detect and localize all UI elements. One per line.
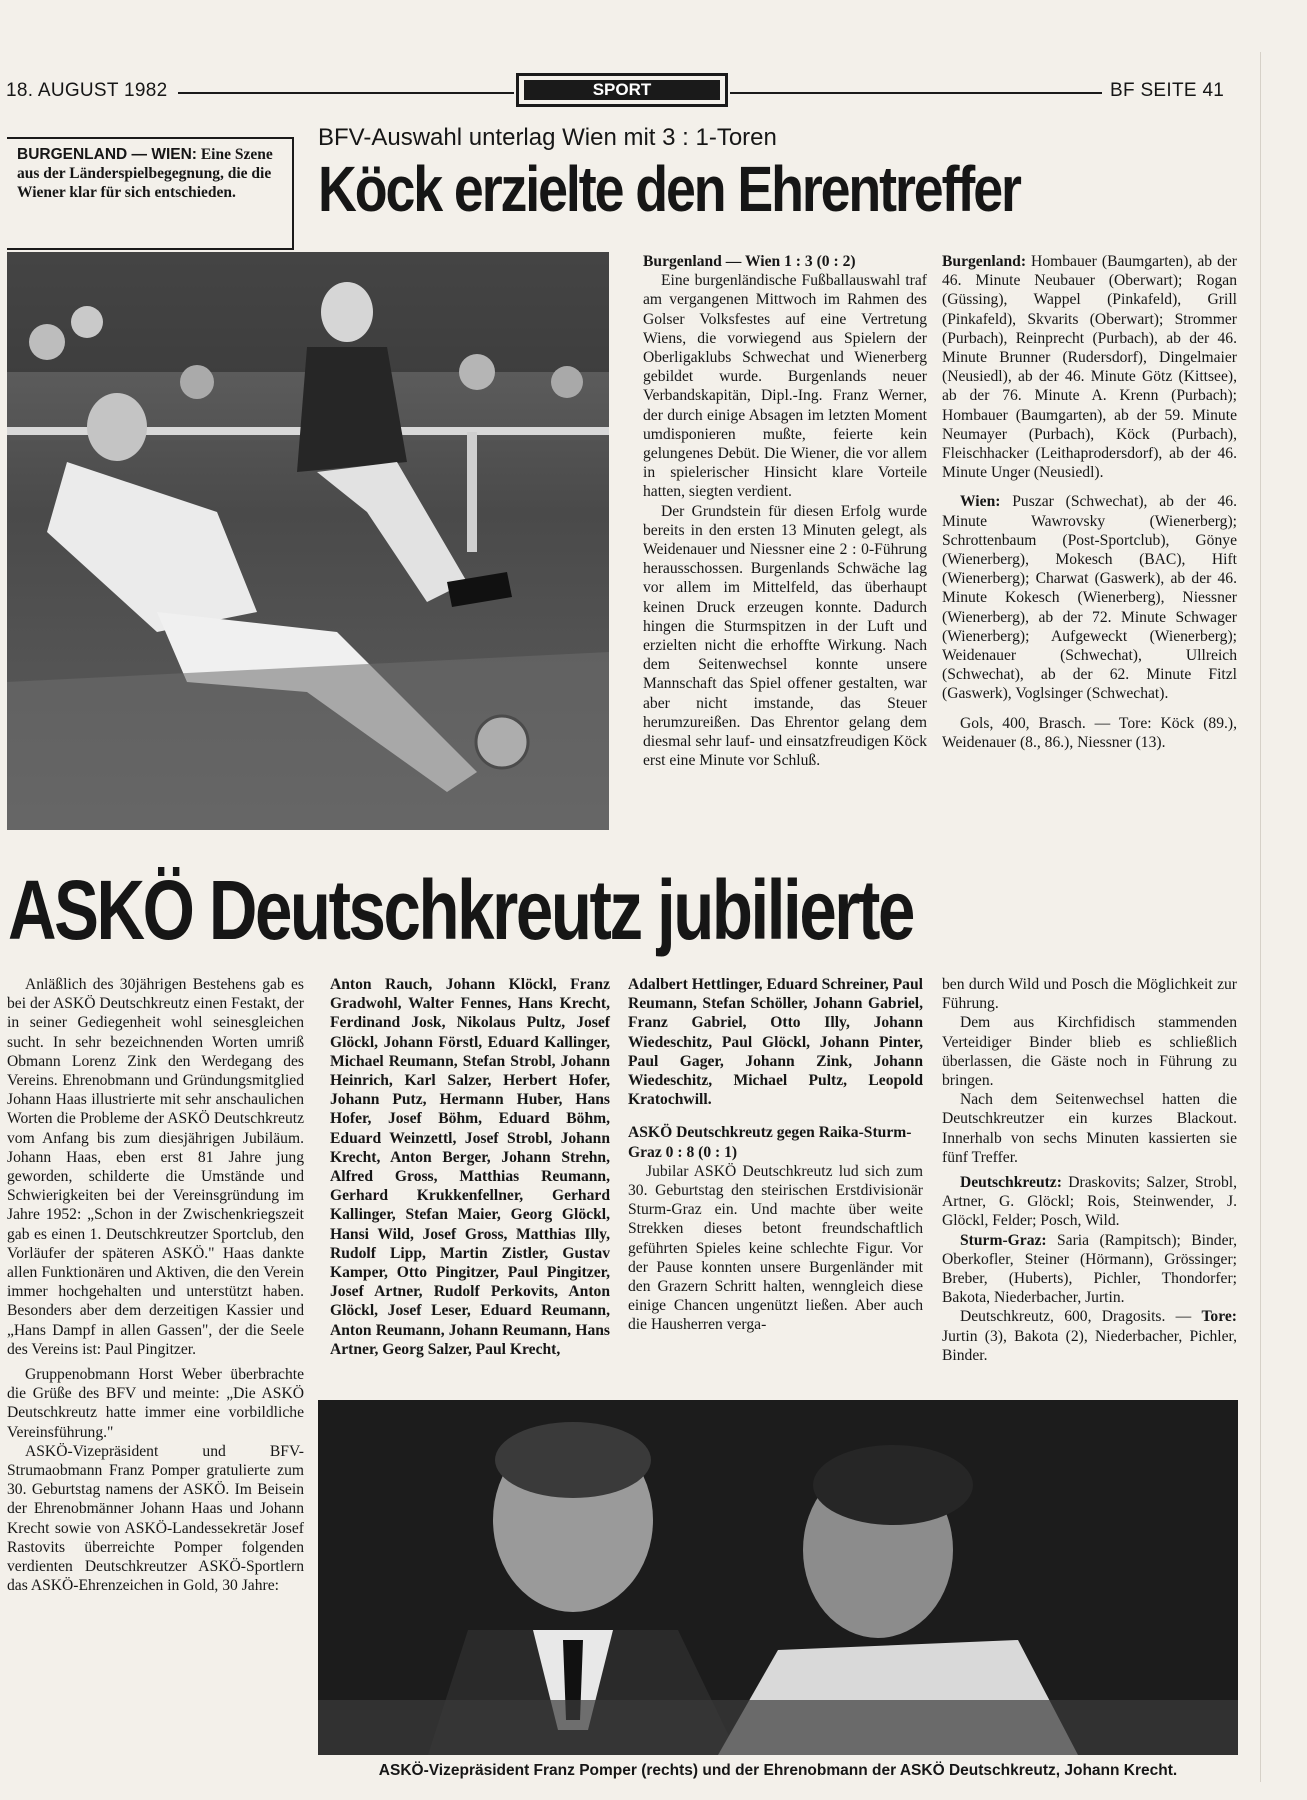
page-edge (1260, 52, 1261, 1782)
article2-column-4 (942, 975, 1237, 1365)
article2-paragraph: Anläßlich des 30jährigen Bestehens gab es bei der ASKÖ Deutschkreutz einen Festakt, der in seiner Gediegenheit wohl seinesgleichen sucht. In sehr bezeichnenden Worten umriß Obmann Lorenz Zink den Werdegang des Vereins. Ehrenobmann und Gründungsmitglied Johann Haas illustrierte mit sehr anschaulichen Worten die Probleme der ASKÖ Deutschkreutz vom Anfang bis zum diesjährigen Jubiläum. Johann Haas, eben erst 81 Jahre jung geworden, schilderte die Umstände und Schwierigkeiten bei der Vereinsgründung im Jahre 1952: „Schon in der Zwischenkriegszeit gab es einen 1. Deutschkreutzer Sportclub, den Vorläufer der späteren ASKÖ." Haas dankte allen Funktionären und Aktiven, die den Verein immer hochgehalten und unterstützt haben. Besonders aber dem derzeitigen Kassier und „Hans Dampf in allen Gassen", der die Seele des Vereins ist: Paul Pingitzer. (7, 976, 304, 1358)
photo-caption-box (7, 137, 294, 250)
lineup-sturm-graz: Saria (Rampitsch); Binder, Oberkofler, Steiner (Hörmann), Grössinger; Breber, (Huberts), Pichler, Thondorfer; Bakota, Niederbacher, Jurtin. (942, 1231, 1237, 1307)
article2-paragraph: ben durch Wild und Posch die Möglichkeit zur Führung. (942, 976, 1237, 1013)
article1-paragraph: Eine burgenländische Fußballauswahl traf am vergangenen Mittwoch im Rahmen des Golser Volksfestes auf eine Vertretung Wiens, die vorwiegend aus Spielern der Oberligaklubs Schwechat und Wienerberg gebildet wurde. Burgenlands neuer Verbandskapitän, Dipl.-Ing. Franz Werner, der durch einige Absagen im letzten Moment umdisponieren mußte, feierte kein gelungenes Debüt. Die Wiener, die vor allem in spielerischer Hinsicht klare Vorteile hatten, siegten verdient. (643, 272, 927, 501)
lineup-burgenland: Hombauer (Baumgarten), ab der 46. Minute Neubauer (Oberwart); Rogan (Güssing), Wappel (Pinkafeld), Grill (Pinkafeld), Skvarits (Oberwart); Strommer (Purbach), Reinprecht (Purbach), ab der 46. Minute Brunner (Rudersdorf), Dingelmaier (Neusiedl), ab der 46. Minute Götz (Kittsee), ab der 76. Minute A. Krenn (Purbach); Hombauer (Baumgarten), ab der 59. Minute Neumayer (Purbach), Köck (Purbach), Fleischhacker (Leithaprodersdorf), ab der 46. Minute Unger (Neusiedl). (942, 253, 1237, 482)
football-photo (7, 252, 609, 830)
photo-caption-text: Eine Szene aus der Länderspielbegegnung, die die Wiener klar für sich entschieden. (17, 146, 273, 201)
officials-photo (318, 1400, 1238, 1755)
match-subheadline: ASKÖ Deutschkreutz gegen Raika-Sturm-Graz 0 : 8 (0 : 1) (628, 1124, 912, 1161)
article2-paragraph: Dem aus Kirchfidisch stammenden Verteidiger Binder blieb es schließlich überlassen, die Gäste noch in Führung zu bringen. (942, 1014, 1237, 1090)
page-number: BF SEITE 41 (1110, 80, 1225, 101)
section-label-box (516, 73, 728, 107)
article-headline: Köck erzielte den Ehrentreffer (318, 153, 1020, 225)
lineup-label: Burgenland: (942, 253, 1027, 270)
header-rule-left (178, 92, 514, 94)
lineup-wien: Puszar (Schwechat), ab der 46. Minute Wawrovsky (Wienerberg); Schrottenbaum (Post-Sportclub), Gönye (Wienerberg), Mokesch (BAC), Hift (Wienerberg); Charwat (Gaswerk), ab der 46. Minute Kokesch (Wienerberg), Niessner (Wienerberg), ab der 72. Minute Schwager (Wienerberg); Aufgeweckt (Wienerberg); Weidenauer (Schwechat), Ullreich (Schwechat), ab der 62. Minute Fitzl (Gaswerk), Voglsinger (Schwechat). (942, 493, 1237, 703)
article2-column-2 (330, 975, 610, 1359)
match-summary: Deutschkreutz, 600, Dragosits. — (960, 1308, 1192, 1326)
article2-paragraph: Nach dem Seitenwechsel hatten die Deutschkreutzer ein kurzes Blackout. Innerhalb von sechs Minuten kassierten sie fünf Treffer. (942, 1091, 1237, 1166)
photo-caption-lead: BURGENLAND — WIEN: (17, 146, 197, 163)
header-rule-right (730, 92, 1102, 94)
lineup-label: Sturm-Graz: (960, 1231, 1047, 1249)
article2-column-3 (628, 975, 923, 1335)
match-summary: Gols, 400, Brasch. — Tore: Köck (89.), Weidenauer (8., 86.), Niessner (13). (942, 714, 1237, 751)
article1-column-1 (643, 252, 927, 770)
honoree-list: Anton Rauch, Johann Klöckl, Franz Gradwohl, Walter Fennes, Hans Krecht, Ferdinand Josk, Nikolaus Pultz, Josef Glöckl, Johann Förstl, Eduard Kallinger, Michael Reumann, Stefan Strobl, Johann Heinrich, Karl Salzer, Herbert Hofer, Johann Putz, Hermann Huber, Hans Hofer, Josef Böhm, Eduard Böhm, Eduard Weinzettl, Josef Strobl, Johann Krecht, Anton Berger, Johann Strehn, Alfred Gross, Matthias Reumann, Gerhard Krukkenfellner, Gerhard Kallinger, Stefan Maier, Georg Glöckl, Hansi Wild, Josef Gross, Matthias Illy, Rudolf Lipp, Martin Zistler, Gustav Kamper, Otto Pingitzer, Paul Pingitzer, Josef Artner, Rudolf Perkovits, Anton Glöckl, Josef Leser, Eduard Reumann, Anton Reumann, Johann Reumann, Hans Artner, Georg Salzer, Paul Krecht, (330, 976, 610, 1358)
article-subheadline: BFV-Auswahl unterlag Wien mit 3 : 1-Toren (318, 124, 777, 151)
article2-headline: ASKÖ Deutschkreutz jubilierte (8, 863, 913, 957)
article2-paragraph: Jubilar ASKÖ Deutschkreutz lud sich zum 30. Geburtstag den steirischen Erstdivisionär Sturm-Graz ein. Und machte über weite Strekken dieses betont freundschaftlich geführten Spieles keine schlechte Figur. Vor der Pause konnten unsere Burgenländer mit den Grazern Schritt halten, wenngleich diese einige Chancen ungenützt ließen. Aber auch die Hausherren verga- (628, 1162, 923, 1334)
article2-column-1 (7, 975, 304, 1596)
section-label: SPORT (524, 80, 720, 100)
article1-column-2 (942, 252, 1237, 752)
lineup-label: Deutschkreutz: (960, 1174, 1062, 1192)
honoree-list-continued: Adalbert Hettlinger, Eduard Schreiner, Paul Reumann, Stefan Schöller, Johann Gabriel, Franz Gabriel, Otto Illy, Johann Wiedeschitz, Paul Glöckl, Johann Pinter, Paul Gager, Johann Zink, Johann Wiedeschitz, Michael Pultz, Leopold Kratochwill. (628, 976, 923, 1109)
photo2-caption: ASKÖ-Vizepräsident Franz Pomper (rechts) und der Ehrenobmann der ASKÖ Deutschkreutz, Johann Krecht. (378, 1762, 1178, 1779)
article2-paragraph: ASKÖ-Vizepräsident und BFV-Strumaobmann Franz Pomper gratulierte zum 30. Geburtstag namens der ASKÖ. Im Beisein der Ehrenobmänner Johann Haas und Johann Krecht sowie von ASKÖ-Landessekretär Josef Rastovits überreichte Pomper folgenden verdienten Deutschkreutzer ASKÖ-Sportlern das ASKÖ-Ehrenzeichen in Gold, 30 Jahre: (7, 1442, 304, 1595)
article2-paragraph: Gruppenobmann Horst Weber überbrachte die Grüße des BFV und meinte: „Die ASKÖ Deutschkreutz hatte immer eine vorbildliche Vereinsführung." (7, 1366, 304, 1441)
lineup-label: Wien: (960, 493, 1001, 511)
match-result-line: Burgenland — Wien 1 : 3 (0 : 2) (643, 253, 856, 270)
lineup-deutschkreutz: Draskovits; Salzer, Strobl, Artner, G. Glöckl; Rois, Steinwender, J. Glöckl, Felder; Posch, Wild. (942, 1174, 1237, 1230)
issue-date: 18. AUGUST 1982 (6, 80, 168, 101)
goals-label: Tore: (1201, 1308, 1237, 1326)
goals-list: Jurtin (3), Bakota (2), Niederbacher, Pichler, Binder. (942, 1327, 1237, 1364)
article1-paragraph: Der Grundstein für diesen Erfolg wurde bereits in den ersten 13 Minuten gelegt, als Weidenauer und Niessner eine 2 : 0-Führung herausschossen. Burgenlands Schwäche lag vor allem im Mittelfeld, das überhaupt keinen Druck erzeugen konnte. Dadurch hingen die Sturmspitzen in der Luft und erzielten nicht die erhoffte Wirkung. Nach dem Seitenwechsel konnte unsere Mannschaft das Spiel offener gestalten, war aber nicht imstande, das Steuer herumzureißen. Das Ehrentor gelang dem diesmal sehr lauf- und einsatzfreudigen Köck erst eine Minute vor Schluß. (643, 502, 927, 770)
